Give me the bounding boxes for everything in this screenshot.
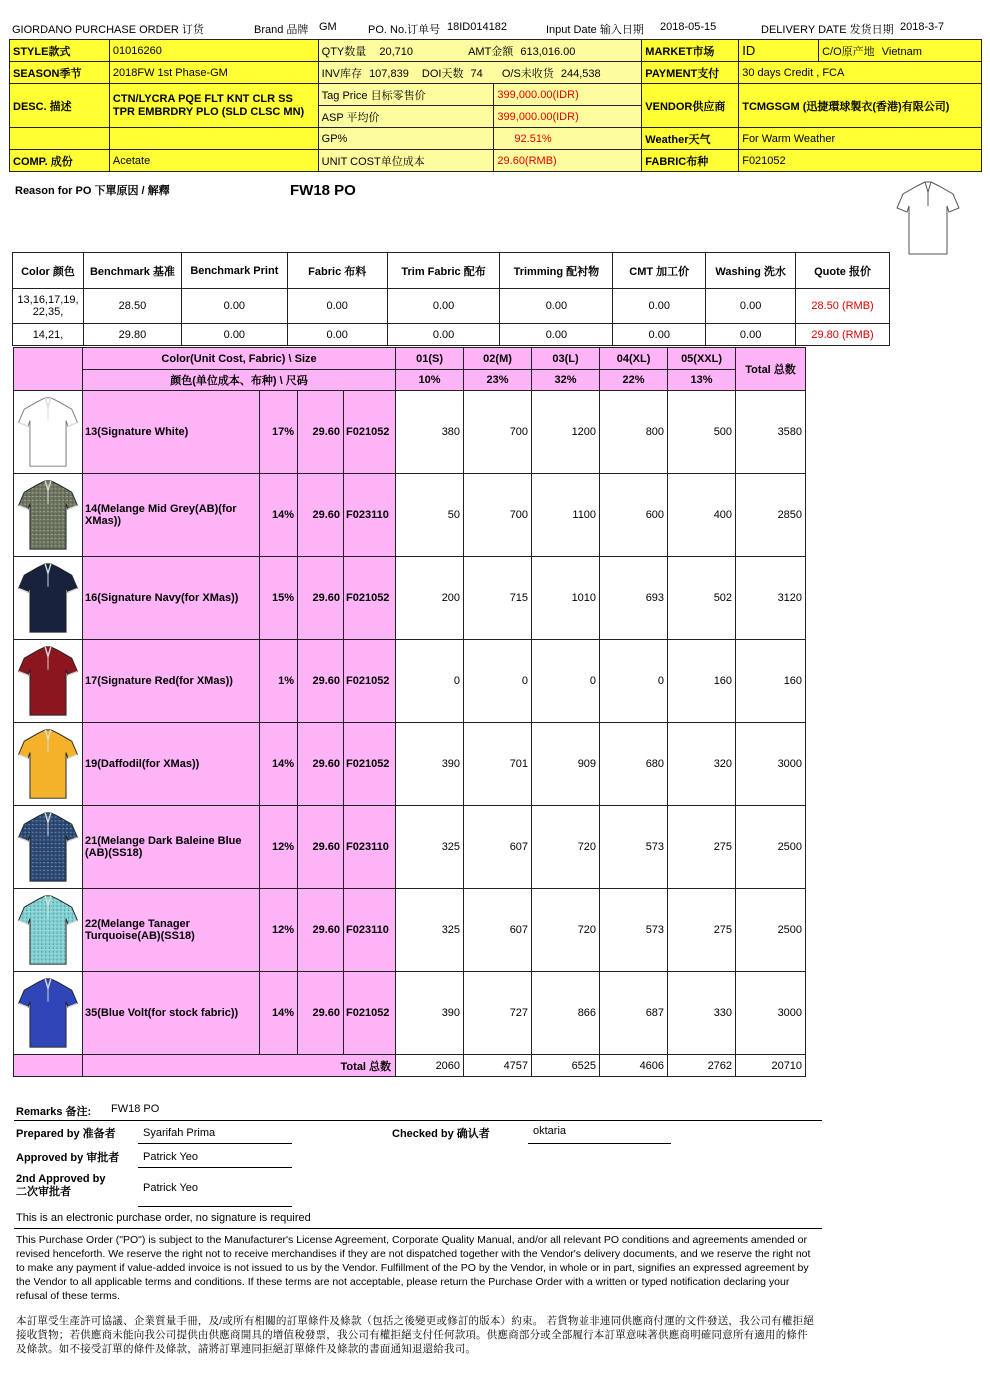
shirt-thumbnail-cell: [14, 972, 83, 1055]
footer-total: 6525: [532, 1055, 600, 1077]
approved-label: Approved by 审批者: [16, 1152, 120, 1164]
amt-value: 613,016.00: [520, 45, 576, 58]
weather-value: For Warm Weather: [739, 128, 982, 150]
quote-cell: 28.50 (RMB): [796, 289, 890, 324]
color-pct: 15%: [260, 557, 298, 640]
color-fabric: F021052: [344, 723, 396, 806]
season-value: 2018FW 1st Phase-GM: [109, 62, 318, 84]
input-date: 2018-05-15: [660, 21, 717, 33]
size-pct: 32%: [532, 370, 600, 391]
co-cell: [819, 40, 982, 62]
color-name: 21(Melange Dark Baleine Blue (AB)(SS18): [83, 806, 260, 889]
cost-header-benchmark: Benchmark 基准: [83, 253, 181, 289]
cost-cell: 0.00: [181, 324, 287, 346]
color-unit-cost: 29.60: [298, 723, 344, 806]
color-pct: 12%: [260, 889, 298, 972]
size-qty: 0: [600, 640, 668, 723]
doi-label: DOI天数: [421, 67, 464, 80]
prepared-value: Syarifah Prima: [143, 1127, 216, 1139]
cost-cell: 0.00: [613, 324, 706, 346]
comp-label: COMP. 成份: [10, 150, 110, 172]
payment-value: 30 days Credit , FCA: [739, 62, 982, 84]
remarks-label: Remarks 备注:: [16, 1106, 92, 1118]
footer-total: 2060: [396, 1055, 464, 1077]
desc-label: DESC. 描述: [10, 84, 110, 128]
shirt-thumbnail-image: [16, 809, 80, 885]
color-row: [14, 972, 806, 1055]
color-pct: 14%: [260, 474, 298, 557]
footer-total: 4757: [464, 1055, 532, 1077]
size-qty: 715: [464, 557, 532, 640]
footer-total: 2762: [668, 1055, 736, 1077]
color-unit-cost: 29.60: [298, 557, 344, 640]
style-label: STYLE款式: [10, 40, 110, 62]
row-total: 3000: [736, 972, 806, 1055]
size-qty: 320: [668, 723, 736, 806]
size-qty: 607: [464, 889, 532, 972]
color-name: 19(Daffodil(for XMas)): [83, 723, 260, 806]
payment-label: PAYMENT支付: [642, 62, 739, 84]
size-qty: 1010: [532, 557, 600, 640]
delivery-date-label: DELIVERY DATE 发货日期: [761, 24, 894, 36]
cost-cell: 0.00: [387, 289, 500, 324]
cost-header-trimming: Trimming 配衬物: [500, 253, 613, 289]
asp-value: 399,000.00(IDR): [494, 106, 642, 128]
approved-value: Patrick Yeo: [143, 1151, 199, 1163]
os-value: 244,538: [560, 67, 601, 80]
cost-cell: 29.80: [83, 324, 181, 346]
shirt-thumbnail-cell: [14, 889, 83, 972]
color-pct: 1%: [260, 640, 298, 723]
size-header: 01(S): [396, 348, 464, 370]
inv-value: 107,839: [369, 67, 409, 80]
cost-cell: 0.00: [387, 324, 500, 346]
size-qty: 400: [668, 474, 736, 557]
shirt-thumbnail-cell: [14, 391, 83, 474]
prepared-label: Prepared by 准备者: [16, 1128, 116, 1140]
po-title: GIORDANO PURCHASE ORDER 订货: [12, 24, 204, 36]
cost-header-benchmark-print: Benchmark Print: [181, 253, 287, 289]
cost-breakdown-table: [12, 252, 890, 346]
shirt-thumbnail-image: [16, 477, 80, 553]
size-qty: 700: [464, 391, 532, 474]
co-label: C/O原产地: [822, 45, 875, 58]
size-qty: 700: [464, 474, 532, 557]
cost-cell: 13,16,17,19, 22,35,: [13, 289, 84, 324]
size-qty: 325: [396, 889, 464, 972]
color-name: 35(Blue Volt(for stock fabric)): [83, 972, 260, 1055]
empty-cell: [10, 128, 110, 150]
approved2-label-en: 2nd Approved by: [16, 1173, 106, 1185]
fabric-value: F021052: [739, 150, 982, 172]
size-qty: 1200: [532, 391, 600, 474]
shirt-thumbnail-image: [16, 643, 80, 719]
reason-label: Reason for PO 下單原因 / 解釋: [15, 185, 170, 197]
grid-header-line1: Color(Unit Cost, Fabric) \ Size: [83, 348, 396, 370]
legal-chinese: 本訂單受生產許可協議、企業質量手冊，及/或所有相關的訂單條件及條款（包括之後變更或修訂的版本）約束。 若貨物並非連同供應商付運的文件發送，我公司有權拒絕接收貨物；若供應商未能向我公司提供由供應商開具的增值稅發票，我公司有權拒絕支付任何款項。供應商部分或全部履行本訂單意味著供應商明確同意所有適用的條件及條款。如不接受訂單的條件及條款，請將訂單連同拒絕訂單條件及條款的書面通知退還給我司。: [16, 1315, 815, 1355]
market-label: MARKET市场: [642, 40, 739, 62]
cost-row: [13, 289, 890, 324]
legal-english: This Purchase Order ("PO") is subject to the Manufacturer's License Agreement, Corporate Quality Manual, and/or all relevant PO conditions and agreements amended or revised henceforth. We reserve the right not to receive merchandises if they are not dispatched together with the Vendor's delivery documents, and we reserve the right not to make any payment if value-added invoice is not issued to us by the Vendor. Fulfillment of the PO by the Vendor, in whole or in part, signifies an expressed agreement by the Vendor to all applicable terms and conditions. If these terms are not acceptable, please return the Purchase Order with a written or typed notification declaring your refusal of these terms.: [16, 1234, 811, 1302]
shirt-thumbnail-image: [16, 394, 80, 470]
input-date-label: Input Date 输入日期: [546, 24, 644, 36]
cost-cell: 14,21,: [13, 324, 84, 346]
divider: [14, 1120, 822, 1121]
shirt-thumbnail-image: [16, 975, 80, 1051]
color-fabric: F021052: [344, 640, 396, 723]
cost-cell: 0.00: [500, 324, 613, 346]
po-number: 18ID014182: [447, 21, 507, 33]
brand-label: Brand 品牌: [254, 24, 309, 36]
size-qty: 701: [464, 723, 532, 806]
doi-value: 74: [470, 67, 483, 80]
row-total: 160: [736, 640, 806, 723]
cost-header-trim-fabric: Trim Fabric 配布: [387, 253, 500, 289]
size-pct: 23%: [464, 370, 532, 391]
size-qty: 50: [396, 474, 464, 557]
empty-cell: [109, 128, 318, 150]
size-qty: 1100: [532, 474, 600, 557]
shirt-thumbnail-cell: [14, 806, 83, 889]
co-value: Vietnam: [881, 45, 922, 58]
size-qty: 720: [532, 806, 600, 889]
style-value: 01016260: [109, 40, 318, 62]
color-fabric: F021052: [344, 391, 396, 474]
product-sketch-image: [895, 178, 961, 258]
color-name: 13(Signature White): [83, 391, 260, 474]
color-pct: 12%: [260, 806, 298, 889]
size-qty: 390: [396, 723, 464, 806]
size-qty: 680: [600, 723, 668, 806]
size-qty: 727: [464, 972, 532, 1055]
size-qty: 330: [668, 972, 736, 1055]
size-qty: 687: [600, 972, 668, 1055]
cost-cell: 0.00: [706, 324, 796, 346]
size-qty: 390: [396, 972, 464, 1055]
footer-total-label: Total 总数: [83, 1055, 396, 1077]
season-label: SEASON季节: [10, 62, 110, 84]
tag-price-value: 399,000.00(IDR): [494, 84, 642, 106]
color-row: [14, 474, 806, 557]
cost-cell: 0.00: [613, 289, 706, 324]
comp-value: Acetate: [109, 150, 318, 172]
signature-line: [138, 1206, 292, 1207]
shirt-thumbnail-cell: [14, 557, 83, 640]
checked-label: Checked by 确认者: [392, 1128, 490, 1140]
size-qty: 909: [532, 723, 600, 806]
size-qty: 573: [600, 806, 668, 889]
quote-cell: 29.80 (RMB): [796, 324, 890, 346]
size-qty: 573: [600, 889, 668, 972]
color-row: [14, 889, 806, 972]
inv-cell: [318, 62, 642, 84]
shirt-thumbnail-cell: [14, 723, 83, 806]
size-pct: 13%: [668, 370, 736, 391]
size-qty: 380: [396, 391, 464, 474]
inv-label: INV库存: [321, 67, 362, 80]
cost-cell: 28.50: [83, 289, 181, 324]
color-row: [14, 557, 806, 640]
shirt-thumbnail-image: [16, 726, 80, 802]
shirt-thumbnail-cell: [14, 640, 83, 723]
divider: [14, 1228, 822, 1229]
signature-line: [138, 1167, 292, 1168]
color-fabric: F023110: [344, 889, 396, 972]
color-row: [14, 640, 806, 723]
cost-cell: 0.00: [287, 324, 387, 346]
size-qty: 325: [396, 806, 464, 889]
cost-cell: 0.00: [706, 289, 796, 324]
row-total: 2500: [736, 806, 806, 889]
size-header: 05(XXL): [668, 348, 736, 370]
color-pct: 17%: [260, 391, 298, 474]
grid-header-line2: 颜色(单位成本、布种) \ 尺码: [83, 370, 396, 391]
size-pct: 10%: [396, 370, 464, 391]
color-fabric: F023110: [344, 474, 396, 557]
fabric-label: FABRIC布种: [642, 150, 739, 172]
color-name: 16(Signature Navy(for XMas)): [83, 557, 260, 640]
delivery-date: 2018-3-7: [900, 21, 945, 33]
size-qty: 866: [532, 972, 600, 1055]
vendor-label: VENDOR供应商: [642, 84, 739, 128]
cost-header-cmt: CMT 加工价: [613, 253, 706, 289]
size-qty: 800: [600, 391, 668, 474]
approved2-label: [16, 1173, 105, 1199]
unit-cost-value: 29.60(RMB): [494, 150, 642, 172]
size-qty: 160: [668, 640, 736, 723]
color-row: [14, 391, 806, 474]
cost-cell: 0.00: [287, 289, 387, 324]
qty-value: 20,710: [379, 45, 413, 58]
size-pct: 22%: [600, 370, 668, 391]
size-breakdown-table: [13, 347, 806, 1077]
color-name: 14(Melange Mid Grey(AB)(for XMas)): [83, 474, 260, 557]
color-pct: 14%: [260, 972, 298, 1055]
cost-row: [13, 324, 890, 346]
po-label: PO. No.订单号: [368, 24, 441, 36]
row-total: 2500: [736, 889, 806, 972]
cost-header-washing: Washing 洗水: [706, 253, 796, 289]
gp-value: 92.51%: [494, 128, 642, 150]
color-row: [14, 723, 806, 806]
size-header: 02(M): [464, 348, 532, 370]
color-unit-cost: 29.60: [298, 391, 344, 474]
size-qty: 0: [396, 640, 464, 723]
color-name: 17(Signature Red(for XMas)): [83, 640, 260, 723]
size-qty: 693: [600, 557, 668, 640]
shirt-thumbnail-cell: [14, 474, 83, 557]
cost-cell: 0.00: [500, 289, 613, 324]
cost-header-color: Color 颜色: [13, 253, 84, 289]
row-total: 3000: [736, 723, 806, 806]
unit-cost-label: UNIT COST单位成本: [318, 150, 494, 172]
grid-corner: [14, 348, 83, 391]
shirt-thumbnail-image: [16, 560, 80, 636]
vendor-value: TCMGSGM (迅捷環球製衣(香港)有限公司): [739, 84, 982, 128]
size-qty: 0: [464, 640, 532, 723]
row-total: 3120: [736, 557, 806, 640]
checked-value: oktaria: [533, 1125, 567, 1137]
grid-footer-row: [14, 1055, 806, 1077]
color-unit-cost: 29.60: [298, 474, 344, 557]
color-pct: 14%: [260, 723, 298, 806]
color-unit-cost: 29.60: [298, 889, 344, 972]
row-total: 3580: [736, 391, 806, 474]
reason-value: FW18 PO: [290, 182, 356, 199]
size-qty: 0: [532, 640, 600, 723]
color-name: 22(Melange Tanager Turquoise(AB)(SS18): [83, 889, 260, 972]
tag-price-label: Tag Price 目标零售价: [318, 84, 494, 106]
size-qty: 275: [668, 806, 736, 889]
color-row: [14, 806, 806, 889]
size-qty: 720: [532, 889, 600, 972]
qty-amt-cell: [318, 40, 642, 62]
approved2-label-zh: 二次审批者: [16, 1186, 71, 1198]
electronic-note: This is an electronic purchase order, no signature is required: [16, 1212, 311, 1224]
footer-empty: [14, 1055, 83, 1077]
signature-line: [138, 1143, 292, 1144]
size-qty: 275: [668, 889, 736, 972]
cost-header-fabric: Fabric 布料: [287, 253, 387, 289]
color-fabric: F021052: [344, 972, 396, 1055]
asp-label: ASP 平均价: [318, 106, 494, 128]
total-header: Total 总数: [736, 348, 806, 391]
po-header-table: [9, 39, 982, 172]
approved2-value: Patrick Yeo: [143, 1182, 199, 1194]
color-unit-cost: 29.60: [298, 640, 344, 723]
footer-total: 4606: [600, 1055, 668, 1077]
size-qty: 600: [600, 474, 668, 557]
signature-line: [528, 1143, 671, 1144]
color-fabric: F023110: [344, 806, 396, 889]
amt-label: AMT金额: [468, 45, 514, 58]
row-total: 2850: [736, 474, 806, 557]
footer-grand-total: 20710: [736, 1055, 806, 1077]
weather-label: Weather天气: [642, 128, 739, 150]
remarks-value: FW18 PO: [111, 1103, 160, 1115]
size-header: 03(L): [532, 348, 600, 370]
qty-label: QTY数量: [321, 45, 367, 58]
cost-header-quote: Quote 报价: [796, 253, 890, 289]
color-unit-cost: 29.60: [298, 806, 344, 889]
size-qty: 607: [464, 806, 532, 889]
size-header: 04(XL): [600, 348, 668, 370]
desc-value: CTN/LYCRA PQE FLT KNT CLR SS TPR EMBRDRY PLO (SLD CLSC MN): [109, 84, 318, 128]
color-unit-cost: 29.60: [298, 972, 344, 1055]
size-qty: 502: [668, 557, 736, 640]
size-qty: 500: [668, 391, 736, 474]
shirt-thumbnail-image: [16, 892, 80, 968]
color-fabric: F021052: [344, 557, 396, 640]
brand-value: GM: [319, 21, 337, 33]
gp-label: GP%: [318, 128, 494, 150]
market-value: ID: [739, 40, 819, 62]
cost-cell: 0.00: [181, 289, 287, 324]
os-label: O/S未收货: [501, 67, 554, 80]
size-qty: 200: [396, 557, 464, 640]
